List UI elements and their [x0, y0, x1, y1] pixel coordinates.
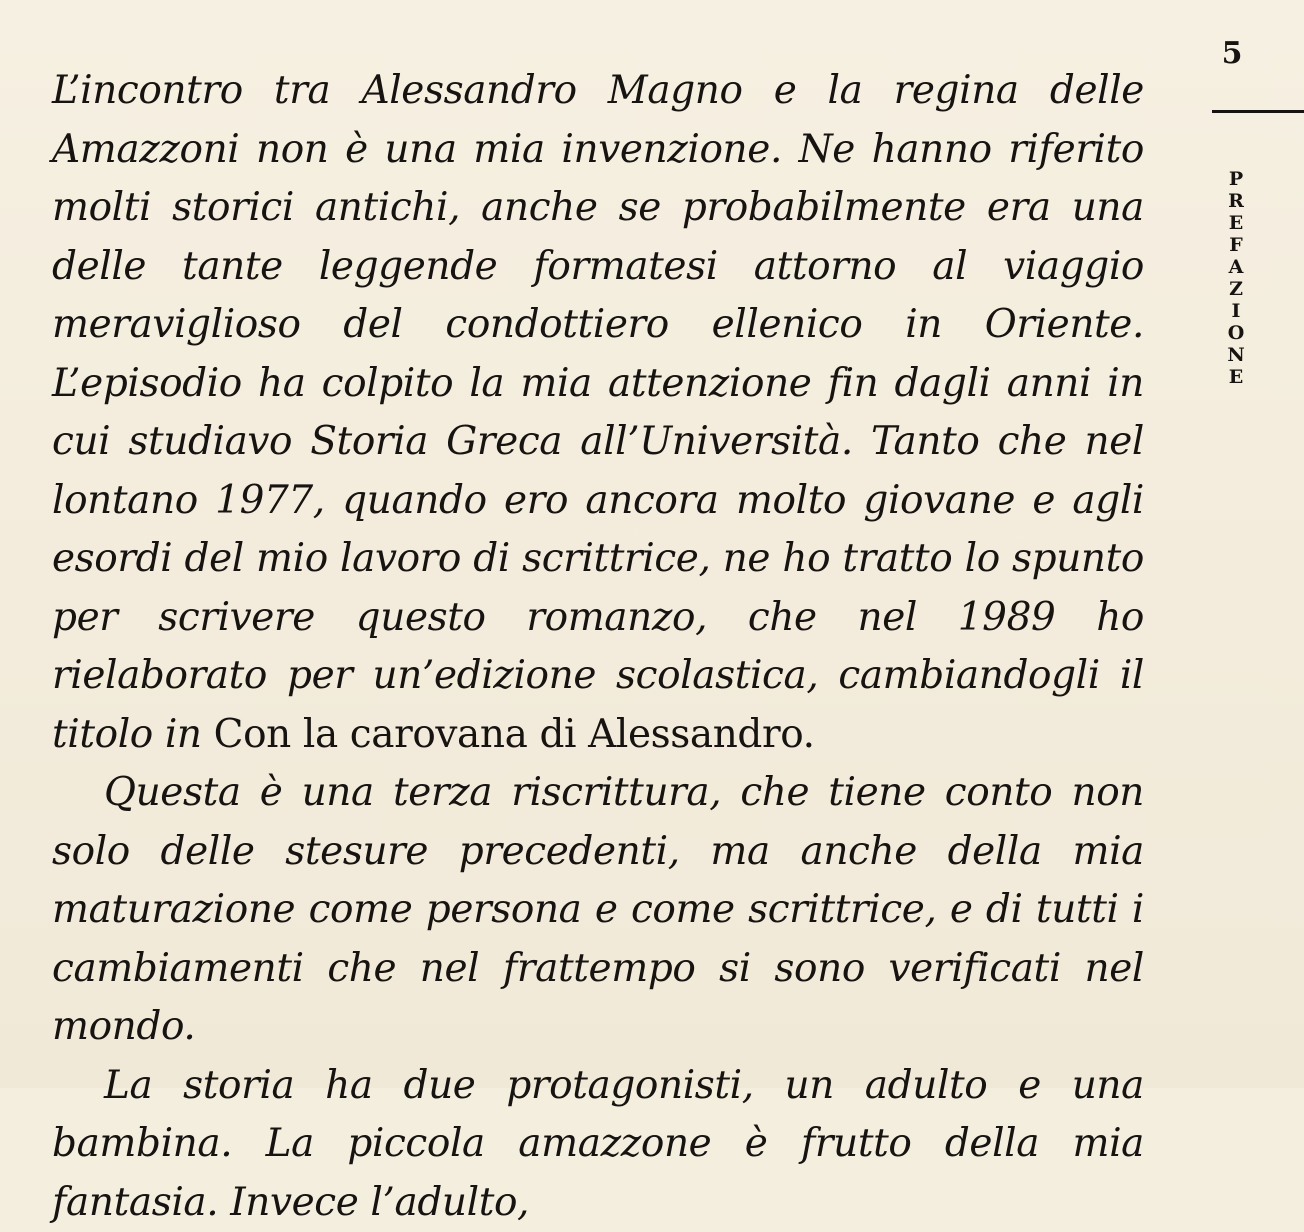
body-text [52, 62, 1144, 1232]
paragraph-2: Questa è una terza riscrittura, che tiene conto non solo delle stesure precedenti, ma anche della mia maturazione come persona e come scrittrice, e di tutti i cambiamenti che nel frattempo si sono verificati nel mondo. [52, 764, 1144, 1057]
paragraph-3: La storia ha due protagonisti, un adulto e una bambina. La piccola amazzone è frutto della mia fantasia. Invece l’adulto, [52, 1057, 1144, 1232]
paragraph-1-text: L’incontro tra Alessandro Magno e la regina delle Amazzoni non è una mia invenzione. Ne hanno riferito molti storici antichi, anche se probabilmente era una delle tante leggende formatesi attorno al viaggio meraviglioso del condottiero ellenico in Oriente. L’episodio ha colpito la mia attenzione fin dagli anni in cui studiavo Storia Greca all’Università. Tanto che nel lontano 1977, quando ero ancora molto giovane e agli esordi del mio lavoro di scrittrice, ne ho tratto lo spunto per scrivere questo romanzo, che nel 1989 ho rielaborato per un’edizione scolastica, cambiandogli il titolo in [52, 68, 1144, 757]
header-rule [1212, 110, 1304, 113]
running-head: PREFAZIONE [1222, 168, 1248, 388]
paragraph-1 [52, 62, 1144, 764]
page-number: 5 [1212, 36, 1252, 71]
book-title-reference: Con la carovana di Alessandro. [214, 712, 815, 757]
